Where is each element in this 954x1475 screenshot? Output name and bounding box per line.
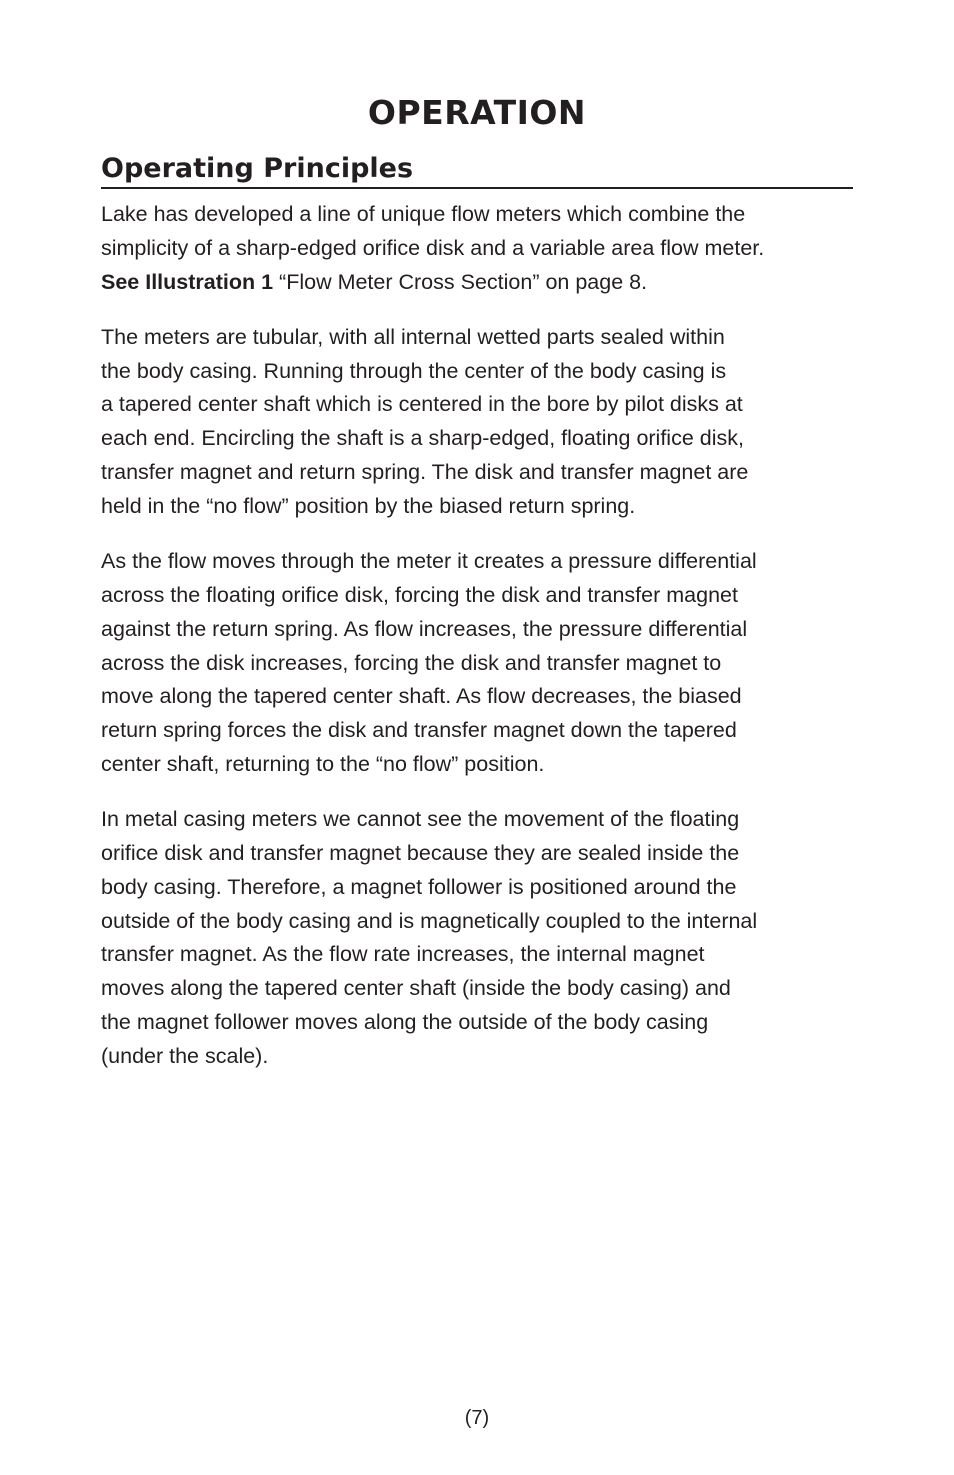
text-line: across the disk increases, forcing the disk and transfer magnet to <box>101 650 722 675</box>
text-line: a tapered center shaft which is centered in the bore by pilot disks at <box>101 392 743 417</box>
paragraph-construction <box>101 321 861 524</box>
body-text <box>101 198 861 1095</box>
text-line: the magnet follower moves along the outside of the body casing <box>101 1010 709 1035</box>
text-line: outside of the body casing and is magnetically coupled to the internal <box>101 908 758 933</box>
text-line: each end. Encircling the shaft is a sharp-edged, floating orifice disk, <box>101 426 744 451</box>
text-line: The meters are tubular, with all internal wetted parts sealed within <box>101 324 725 349</box>
text-line: Lake has developed a line of unique flow meters which combine the <box>101 202 746 226</box>
text-line: orifice disk and transfer magnet because they are sealed inside the <box>101 841 740 866</box>
text-line: In metal casing meters we cannot see the movement of the floating <box>101 807 740 832</box>
text-line: moves along the tapered center shaft (inside the body casing) and <box>101 976 731 1001</box>
paragraph-flow-behavior <box>101 545 861 782</box>
text-line: (under the scale). <box>101 1043 269 1068</box>
illustration-reference-text: “Flow Meter Cross Section” on page 8. <box>273 269 648 294</box>
section-heading: Operating Principles <box>101 152 853 189</box>
page-title: OPERATION <box>367 93 587 132</box>
text-line: transfer magnet and return spring. The disk and transfer magnet are <box>101 460 749 485</box>
illustration-reference-line <box>101 266 861 300</box>
page-number: (7) <box>464 1407 490 1429</box>
text-line: simplicity of a sharp-edged orifice disk and a variable area flow meter. <box>101 235 765 260</box>
text-line: body casing. Therefore, a magnet follower is positioned around the <box>101 874 737 899</box>
text-line: against the return spring. As flow increases, the pressure differential <box>101 616 748 641</box>
illustration-reference: See Illustration 1 <box>101 269 274 294</box>
text-line: across the floating orifice disk, forcing the disk and transfer magnet <box>101 582 738 607</box>
paragraph-metal-casing <box>101 803 861 1073</box>
text-line: move along the tapered center shaft. As flow decreases, the biased <box>101 684 742 709</box>
text-line: the body casing. Running through the center of the body casing is <box>101 358 727 383</box>
text-line: center shaft, returning to the “no flow” position. <box>101 751 545 776</box>
text-line: return spring forces the disk and transfer magnet down the tapered <box>101 718 737 743</box>
paragraph-intro <box>101 198 861 299</box>
text-line: held in the “no flow” position by the biased return spring. <box>101 493 636 518</box>
text-line: As the flow moves through the meter it creates a pressure differential <box>101 549 757 574</box>
text-line: transfer magnet. As the flow rate increases, the internal magnet <box>101 942 705 967</box>
